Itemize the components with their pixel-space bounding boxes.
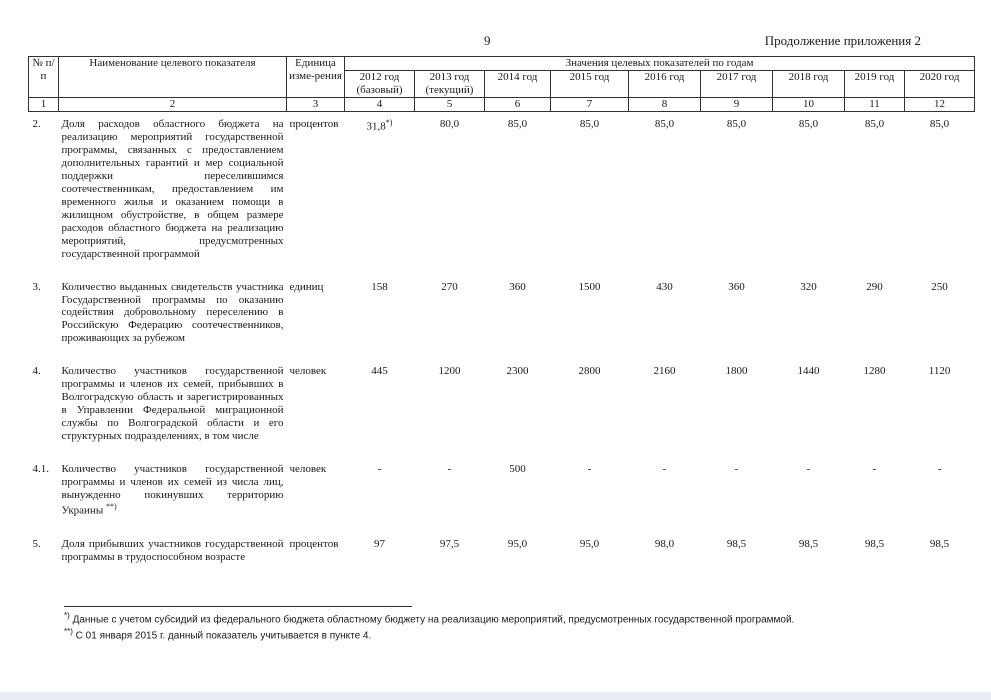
value-text: 31,8 xyxy=(366,120,386,133)
column-number: 6 xyxy=(485,97,551,111)
value-cell: - xyxy=(662,463,667,476)
value-cell: 95,0 xyxy=(579,537,600,550)
indicator-unit: человек xyxy=(289,365,327,378)
value-cell: 360 xyxy=(509,280,526,293)
value-cell: 445 xyxy=(371,365,388,378)
value-cell: 98,5 xyxy=(798,537,819,550)
column-number: 5 xyxy=(415,97,485,111)
continuation-label: Продолжение приложения 2 xyxy=(764,33,921,48)
column-number: 12 xyxy=(905,97,975,111)
header-name: Наименование целевого показателя xyxy=(59,57,287,98)
column-number: 4 xyxy=(345,97,415,111)
value-cell: 95,0 xyxy=(507,537,528,550)
value-cell: 97,5 xyxy=(439,537,460,550)
header-num: № п/п xyxy=(29,57,59,98)
row-number: 4.1. xyxy=(32,463,49,476)
row-number: 2. xyxy=(32,117,41,130)
value-cell: 500 xyxy=(509,463,526,476)
footnote-1 xyxy=(64,611,794,627)
header-unit: Единица изме-рения xyxy=(287,57,345,98)
indicator-name: Доля расходов областного бюджета на реализацию мероприятий государственной программы, связанных с предоставлением дополнительных гарантий и мер социальной поддержки переселившимся соотечественникам, предоставлением им временного жилья и оказанием помощи в жилищном обустройстве, в общем размере расходов областного бюджета на реализацию мероприятий, предусмотренных государственной программой xyxy=(61,117,284,260)
value-cell: 85,0 xyxy=(507,117,528,130)
footnotes xyxy=(64,611,794,643)
value-cell xyxy=(345,111,415,274)
column-number: 3 xyxy=(287,97,345,111)
value-cell: 85,0 xyxy=(654,117,675,130)
value-cell: 270 xyxy=(441,280,458,293)
footnote-mark: **) xyxy=(105,502,117,512)
value-cell: 2300 xyxy=(506,365,529,378)
value-cell: 98,0 xyxy=(654,537,675,550)
value-cell: 2160 xyxy=(653,365,676,378)
value-cell: 1500 xyxy=(578,280,601,293)
value-cell: 85,0 xyxy=(929,117,950,130)
indicator-name: Доля прибывших участников государственной программы в трудоспособном возрасте xyxy=(61,537,284,563)
indicator-unit: процентов xyxy=(289,537,339,550)
value-cell: 360 xyxy=(728,280,745,293)
column-number: 8 xyxy=(629,97,701,111)
table-row xyxy=(29,275,975,360)
header-year: 2019 год xyxy=(845,70,905,97)
value-cell: 1120 xyxy=(928,365,951,378)
indicator-unit: человек xyxy=(289,463,327,476)
header-year: 2020 год xyxy=(905,70,975,97)
value-cell: 158 xyxy=(371,280,388,293)
page-number: 9 xyxy=(484,33,491,48)
indicator-unit: единиц xyxy=(289,280,324,293)
table-row xyxy=(29,457,975,532)
header-row-top xyxy=(29,57,975,71)
value-cell: 290 xyxy=(866,280,883,293)
value-cell: 2800 xyxy=(578,365,601,378)
value-cell: 1200 xyxy=(438,365,461,378)
value-cell: 85,0 xyxy=(726,117,747,130)
value-cell: 1280 xyxy=(863,365,886,378)
header-year: 2015 год xyxy=(551,70,629,97)
footnote-divider xyxy=(64,606,412,607)
column-number: 7 xyxy=(551,97,629,111)
row-number: 4. xyxy=(32,365,41,378)
value-cell: 430 xyxy=(656,280,673,293)
header-year: 2014 год xyxy=(485,70,551,97)
column-number-row xyxy=(29,97,975,111)
value-cell: 250 xyxy=(931,280,948,293)
value-cell: - xyxy=(872,463,877,476)
header-year: 2012 год (базовый) xyxy=(345,70,415,97)
scan-edge xyxy=(0,692,991,700)
value-cell: 320 xyxy=(800,280,817,293)
indicator-name: Количество участников государственной программы и членов их семей, прибывших в Волгоградскую область и зарегистрированных в Управлении Федеральной миграционной службы по Волгоградской области и его структурных подразделениях, в том числе xyxy=(61,365,284,443)
table-row xyxy=(29,359,975,457)
value-cell: 97 xyxy=(374,537,385,550)
value-cell: 85,0 xyxy=(798,117,819,130)
row-number: 5. xyxy=(32,537,41,550)
value-cell: 98,5 xyxy=(929,537,950,550)
value-cell: - xyxy=(587,463,592,476)
indicators-table xyxy=(28,56,975,578)
column-number: 2 xyxy=(59,97,287,111)
indicator-name xyxy=(59,457,287,532)
table-row xyxy=(29,532,975,578)
footnote-text: С 01 января 2015 г. данный показатель учитывается в пункте 4. xyxy=(75,630,372,642)
column-number: 11 xyxy=(845,97,905,111)
footnote-text: Данные с учетом субсидий из федерального бюджета областному бюджету на реализацию мероприятий, предусмотренных государственной программой. xyxy=(72,614,795,626)
indicator-name: Количество выданных свидетельств участника Государственной программы по оказанию содействия добровольному переселению в Российскую Федерацию соотечественников, проживающих за рубежом xyxy=(61,280,284,345)
value-cell: 85,0 xyxy=(864,117,885,130)
indicator-unit: процентов xyxy=(289,117,339,130)
value-cell: 1800 xyxy=(725,365,748,378)
column-number: 1 xyxy=(29,97,59,111)
value-cell: 1440 xyxy=(797,365,820,378)
value-cell: 98,5 xyxy=(726,537,747,550)
value-cell: - xyxy=(377,463,382,476)
value-cell: - xyxy=(806,463,811,476)
column-number: 9 xyxy=(701,97,773,111)
footnote-mark: *) xyxy=(64,611,70,620)
value-cell: 98,5 xyxy=(864,537,885,550)
value-cell: 80,0 xyxy=(439,117,460,130)
header-year: 2017 год xyxy=(701,70,773,97)
footnote-2 xyxy=(64,627,794,643)
header-year: 2013 год (текущий) xyxy=(415,70,485,97)
value-cell: - xyxy=(937,463,942,476)
table-row xyxy=(29,111,975,274)
row-number: 3. xyxy=(32,280,41,293)
indicator-name-text: Количество участников государственной программы и членов их семей из числа лиц, вынужденно покинувших территорию Украины xyxy=(61,463,284,517)
column-number: 10 xyxy=(773,97,845,111)
footnote-mark: *) xyxy=(385,117,393,127)
value-cell: - xyxy=(447,463,452,476)
header-year: 2018 год xyxy=(773,70,845,97)
value-cell: 85,0 xyxy=(579,117,600,130)
header-year: 2016 год xyxy=(629,70,701,97)
footnote-mark: **) xyxy=(64,626,73,636)
header-values-group: Значения целевых показателей по годам xyxy=(345,57,975,71)
value-cell: - xyxy=(734,463,739,476)
